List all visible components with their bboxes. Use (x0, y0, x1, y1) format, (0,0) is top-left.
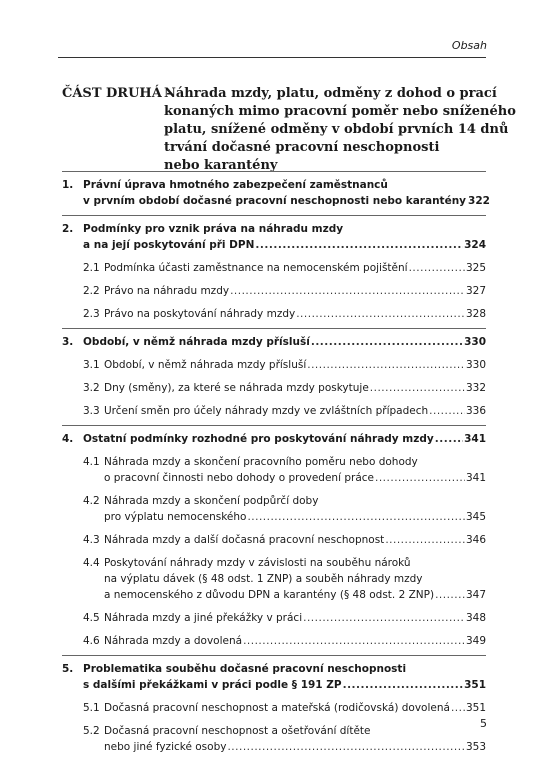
toc-subsection (62, 380, 486, 396)
toc-chapter-line[interactable] (62, 661, 486, 677)
subsection-number: 2.2 (83, 285, 100, 297)
toc-chapter (62, 656, 486, 761)
dot-leader (303, 610, 465, 626)
toc-chapter-line[interactable] (62, 193, 490, 209)
part-title-text: trvání dočasné pracovní neschopnosti (164, 140, 440, 155)
page-ref: 345 (465, 511, 486, 523)
toc-subsection-line[interactable] (62, 357, 486, 373)
page-ref: 351 (464, 679, 486, 691)
toc-chapter-line[interactable] (62, 334, 486, 350)
toc-subsection (62, 532, 486, 548)
part-title (62, 85, 516, 175)
subsection-title: Náhrada mzdy a jiné překážky v práci (104, 612, 303, 624)
dot-leader (451, 700, 465, 716)
dot-leader (243, 633, 465, 649)
part-title-text: platu, snížené odměny v období prvních 14 dnů (164, 122, 509, 137)
toc-subsection (62, 493, 486, 525)
subsection-title: Dočasná pracovní neschopnost a mateřská (rodičovská) dovolená (104, 702, 450, 714)
subsection-title: pro výplatu nemocenského (104, 511, 247, 523)
toc-subsection (62, 283, 486, 299)
chapter-number: 1. (62, 179, 74, 191)
dot-leader (375, 470, 465, 486)
subsection-title: Právo na poskytování náhrady mzdy (104, 308, 296, 320)
dot-leader (311, 334, 463, 350)
dot-leader (435, 431, 463, 447)
toc-subsection-line[interactable] (62, 532, 486, 548)
toc-subsection (62, 555, 486, 603)
subsection-title: Náhrada mzdy a skončení pracovního poměru nebo dohody (104, 456, 418, 468)
subsection-title: Dny (směny), za které se náhrada mzdy poskytuje (104, 382, 369, 394)
toc-subsection-line[interactable] (62, 380, 486, 396)
page-ref: 332 (465, 382, 486, 394)
subsection-title: Poskytování náhrady mzdy v závislosti na souběhu nároků (104, 557, 411, 569)
subsection-number: 3.2 (83, 382, 100, 394)
toc-subsection-line[interactable] (62, 723, 486, 739)
subsection-number: 2.1 (83, 262, 100, 274)
dot-leader (247, 509, 465, 525)
subsection-title: nebo jiné fyzické osoby (104, 741, 227, 753)
chapter-number: 2. (62, 223, 74, 235)
table-of-contents (62, 171, 490, 761)
toc-subsection-line[interactable] (62, 509, 486, 525)
toc-subsection (62, 610, 486, 626)
subsection-number: 4.1 (83, 456, 100, 468)
chapter-title: Podmínky pro vznik práva na náhradu mzdy (83, 223, 344, 235)
chapter-number: 5. (62, 663, 74, 675)
subsection-title: na výplatu dávek (§ 48 odst. 1 ZNP) a souběh náhrady mzdy (104, 573, 423, 585)
toc-subsection-line[interactable] (62, 555, 486, 571)
toc-subsection (62, 357, 486, 373)
toc-chapter-line[interactable] (62, 221, 486, 237)
chapter-title: s dalšími překážkami v práci podle § 191 ZP (83, 679, 342, 691)
part-label: ČÁST DRUHÁ – (62, 86, 173, 101)
toc-chapter (62, 329, 486, 425)
part-title-text: nebo karantény (164, 158, 278, 173)
toc-subsection-line[interactable] (62, 283, 486, 299)
toc-chapter-line[interactable] (62, 677, 486, 693)
toc-subsection-line[interactable] (62, 700, 486, 716)
subsection-title: Náhrada mzdy a skončení podpůrčí doby (104, 495, 319, 507)
subsection-title: a nemocenského z důvodu DPN a karantény (§ 48 odst. 2 ZNP) (104, 589, 435, 601)
toc-subsection-line[interactable] (62, 260, 486, 276)
toc-subsection (62, 306, 486, 322)
page-ref: 330 (464, 336, 486, 348)
subsection-number: 4.3 (83, 534, 100, 546)
chapter-title: a na její poskytování při DPN (83, 239, 255, 251)
subsection-title: Období, v němž náhrada mzdy přísluší (104, 359, 307, 371)
running-head: Obsah (451, 39, 487, 52)
toc-subsection-line[interactable] (62, 470, 486, 486)
toc-subsection-line[interactable] (62, 403, 486, 419)
page-ref: 325 (465, 262, 486, 274)
subsection-title: Právo na náhradu mzdy (104, 285, 230, 297)
page-ref: 348 (465, 612, 486, 624)
subsection-number: 5.2 (83, 725, 100, 737)
subsection-number: 3.3 (83, 405, 100, 417)
dot-leader (296, 306, 465, 322)
subsection-number: 4.5 (83, 612, 100, 624)
toc-subsection-line[interactable] (62, 587, 486, 603)
page-ref: 327 (465, 285, 486, 297)
chapter-number: 3. (62, 336, 74, 348)
toc-subsection-line[interactable] (62, 739, 486, 755)
chapter-title: Právní úprava hmotného zabezpečení zaměstnanců (83, 179, 388, 191)
toc-chapter-line[interactable] (62, 237, 486, 253)
dot-leader (370, 380, 465, 396)
subsection-title: Náhrada mzdy a další dočasná pracovní neschopnost (104, 534, 385, 546)
toc-subsection-line[interactable] (62, 633, 486, 649)
toc-subsection (62, 633, 486, 649)
subsection-number: 3.1 (83, 359, 100, 371)
page-ref: 322 (468, 195, 490, 207)
page-ref: 341 (465, 472, 486, 484)
toc-subsection (62, 260, 486, 276)
toc-subsection (62, 454, 486, 486)
dot-leader (409, 260, 465, 276)
page-ref: 349 (465, 635, 486, 647)
dot-leader (255, 237, 463, 253)
toc-chapter (62, 172, 490, 215)
subsection-number: 4.4 (83, 557, 100, 569)
part-title-text: Náhrada mzdy, platu, odměny z dohod o prací (164, 86, 497, 101)
toc-subsection (62, 403, 486, 419)
chapter-title: Období, v němž náhrada mzdy přísluší (83, 336, 310, 348)
chapter-title: Problematika souběhu dočasné pracovní neschopnosti (83, 663, 407, 675)
part-title-line (62, 103, 516, 121)
page-ref: 347 (465, 589, 486, 601)
page-ref: 328 (465, 308, 486, 320)
part-title-text: konaných mimo pracovní poměr nebo sníženého (164, 104, 516, 119)
toc-subsection-line[interactable] (62, 306, 486, 322)
toc-chapter-line[interactable] (62, 177, 486, 193)
page-ref: 351 (465, 702, 486, 714)
subsection-title: Podmínka účasti zaměstnance na nemocenském pojištění (104, 262, 408, 274)
toc-chapter (62, 426, 486, 655)
page-number: 5 (480, 717, 487, 730)
dot-leader (227, 739, 464, 755)
dot-leader (307, 357, 465, 373)
page-ref: 336 (465, 405, 486, 417)
subsection-title: Určení směn pro účely náhrady mzdy ve zvláštních případech (104, 405, 429, 417)
chapter-title: v prvním období dočasné pracovní neschopnosti nebo karantény (83, 195, 467, 207)
subsection-number: 4.2 (83, 495, 100, 507)
page-ref: 330 (465, 359, 486, 371)
toc-subsection-line[interactable] (62, 454, 486, 470)
subsection-title: o pracovní činnosti nebo dohody o provedení práce (104, 472, 374, 484)
page-ref: 346 (465, 534, 486, 546)
toc-subsection (62, 723, 486, 755)
header-rule (58, 57, 486, 58)
toc-subsection-line[interactable] (62, 571, 486, 587)
dot-leader (429, 403, 465, 419)
dot-leader (230, 283, 465, 299)
toc-chapter-line[interactable] (62, 431, 486, 447)
subsection-number: 4.6 (83, 635, 100, 647)
dot-leader (343, 677, 464, 693)
subsection-title: Dočasná pracovní neschopnost a ošetřování dítěte (104, 725, 371, 737)
toc-subsection-line[interactable] (62, 493, 486, 509)
chapter-number: 4. (62, 433, 74, 445)
toc-subsection-line[interactable] (62, 610, 486, 626)
part-title-line (62, 121, 509, 139)
dot-leader (435, 587, 465, 603)
subsection-number: 5.1 (83, 702, 100, 714)
part-title-line (62, 139, 486, 157)
chapter-title: Ostatní podmínky rozhodné pro poskytování náhrady mzdy (83, 433, 434, 445)
subsection-number: 2.3 (83, 308, 100, 320)
toc-chapter (62, 216, 486, 328)
part-title-line (62, 85, 497, 103)
page-ref: 353 (465, 741, 486, 753)
toc-subsection (62, 700, 486, 716)
page-ref: 324 (464, 239, 486, 251)
dot-leader (385, 532, 465, 548)
subsection-title: Náhrada mzdy a dovolená (104, 635, 243, 647)
page-ref: 341 (464, 433, 486, 445)
